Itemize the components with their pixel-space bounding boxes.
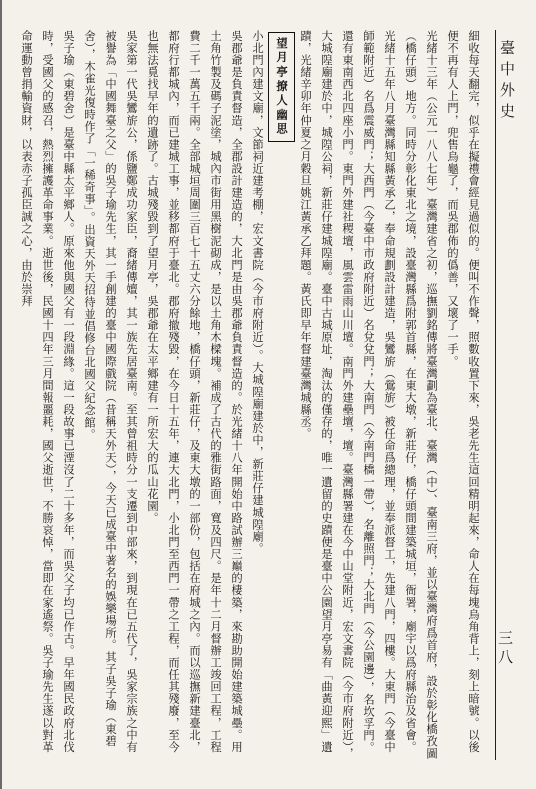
paragraph-3: 小北門內建文廟，文節祠近建考棚，宏文書院（今市府附近）。大城隍廟建於中，新莊仔建城隍廟。 [251,30,264,555]
paragraph-6: 吳子瑜（東碧舍）是臺中縣太平鄉人。原來他與國父有一段淵緣。這一段故事已湮沒了二十多年，而吳父子均已作古。早年國民政府北伐時，受國父的感召，熱烈擁護革命事業。逝世後，民國十四年三月間報噩耗，國父逝世，不勝哀悼，當即在家遙祭。吳子瑜先生遂以對革命運動曾捐輸資財，以表赤子孤臣誠之心，由於崇拜 [20,30,75,753]
page-number: 三八 [496,630,514,668]
paragraph-1: 細收每天翻完，似乎在擬禮會經見過似的。便叫不作聲，照數收置下來，吳老先生這回精明起來，命人在每塊烏角背上，刻上暗號。以後便不再有人上門，兜售烏龜了，而吳郡佈的僞善，又壞了一手。 [446,30,480,753]
paragraph-2: 光緒十三年（公元一八八七年）臺灣建省之初，巡撫劉銘傳將臺灣劃為臺北、臺灣（中）、臺南三府，並以臺灣府爲首府，設於彰化橋孜圖（橋仔頭）地方。同時分彰化東北之境，設臺灣縣爲附郭首縣，在東大墩，新莊仔，橋仔頭間建築城垣，衙署，廟宇以爲府縣治及省會。光緒十五年八月臺灣縣知縣黃承乙，奉命規劃設計建造，吳鸞旂（鶯旂）被任命爲總理，並奉派督工，先建八門，四樓。大東門（今臺中師範附近）名爲震威門；大西門（今臺中市政府附近）名兌兌門；大南門（今南門橋一帶），名離照門；大北門（今公園邊），名坎孚門。還有東南西北四座小門。東門外建社稷壇，風雲雷雨山川壇。南門外建壘壇，壇。臺灣縣署建在今中山堂附近，宏文書院（今市府附近），大城隍廟建於中，城隍公祠，新莊仔建城隍廟。臺中古城原址，淘汰的僅存的，唯一遺留的史蹟便是臺中公園望月亭易有「曲黃迎熙」遺蹟，光緒辛卯年仲夏之月穀旦姚江黃承乙拜題。黃氏即早年督建臺灣城縣丞。 [299,30,438,760]
header-divider-line [495,30,496,760]
vertical-body-text [20,30,484,760]
running-head-book-title: 臺中外史 [498,40,516,124]
paragraph-5: 吳家第一代吳鸞旂公，係鹽鄭成功家臣，裔緒傳嬗，其一族先居臺南。至其曾祖時分一支遷到中部來，到現在已五代了，吳家宗族之中有被譽為「中國舞臺之父」的吳子瑜先生，其一手創建的臺中國際戲院（昔稱天外天），今天已成臺中著名的娛樂場所。其子吳子瑜（東碧舍），木雀光復時作了「一稀奇事」。出資天外天招待並倡修台北國父紀念館。 [83,30,138,753]
section-subhead: 望月亭撩人幽思 [268,32,295,142]
paragraph-4: 吳郡爺是負責督造，全郡設計建造的，大北門是由吳郡爺負責督造的。於光緒十八年開始中路試辦三巔的棲築，來勘助開始建築城壘。用土角竹製及碼子泥塗，城內市街用黑樹泥砌成，是以土角木樑塊。補成了古代的雅街路面，寬及四尺。是年十二月督辦工竣回工程，工程費二千一萬五千兩。全部城垣周圍三百七十五丈六分餘地，橋仔頭，新莊仔，及東大墩的一部份，包括在府城之內。而以巡撫新建臺北，都府行都城內，而已建城工事，並移都府于臺北。郡府撤殘毀，在今日十五年，連大北門，小北門至西門一帶之工程，而任其殘廢，至今也無法覓找早年的遺跡了。古城殘毀到了望月亭，吳郡爺在太平鄉建有一所宏大的瓜山花園。 [146,30,243,753]
section-subhead-container [268,30,295,760]
